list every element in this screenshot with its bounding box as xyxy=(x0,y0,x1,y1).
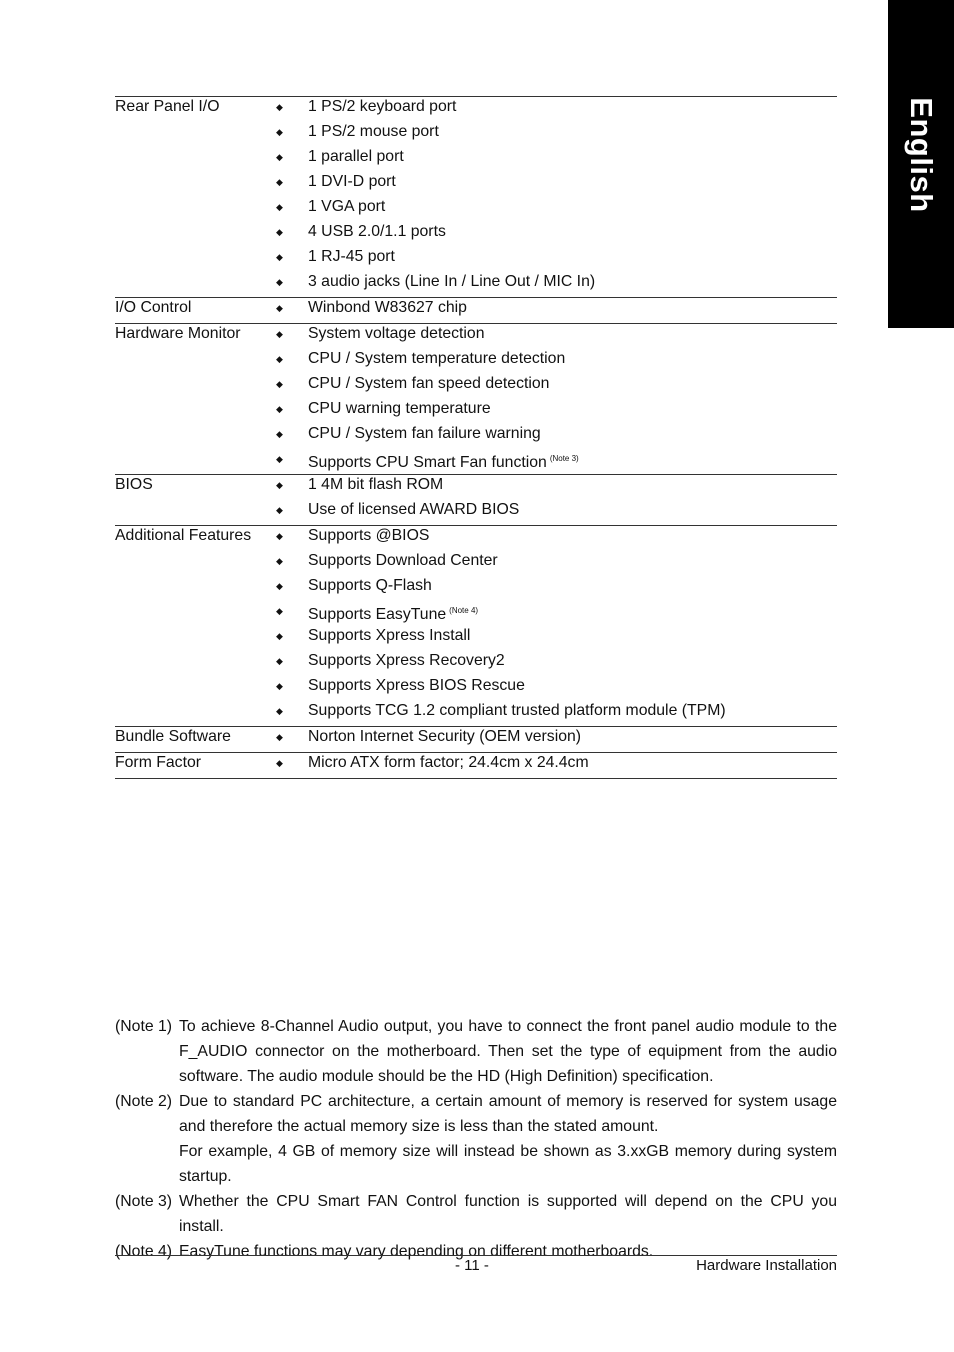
spec-value-text: CPU / System fan speed detection xyxy=(308,375,550,392)
diamond-bullet-icon: ◆ xyxy=(276,152,283,162)
spec-section xyxy=(115,298,837,324)
footnote-tag: (Note 3) xyxy=(115,1193,173,1210)
spec-value-text: Supports Xpress Install xyxy=(308,627,471,644)
spec-row xyxy=(115,676,837,701)
footnote-text: Whether the CPU Smart FAN Control function is supported will depend on the CPU you install. xyxy=(179,1193,837,1235)
footnote xyxy=(115,1089,837,1189)
spec-row xyxy=(115,97,837,122)
footnote xyxy=(115,1014,837,1089)
diamond-bullet-icon: ◆ xyxy=(276,732,283,742)
diamond-bullet-icon: ◆ xyxy=(276,303,283,313)
spec-row xyxy=(115,247,837,272)
spec-value-text: 1 parallel port xyxy=(308,148,404,165)
spec-value-text: Supports CPU Smart Fan function xyxy=(308,454,547,471)
diamond-bullet-icon: ◆ xyxy=(276,480,283,490)
spec-value xyxy=(308,424,541,444)
spec-value-text: Supports Xpress BIOS Rescue xyxy=(308,677,525,694)
footnote-text: For example, 4 GB of memory size will instead be shown as 3.xxGB memory during system startup. xyxy=(179,1143,837,1185)
spec-value-text: 1 VGA port xyxy=(308,198,386,215)
diamond-bullet-icon: ◆ xyxy=(276,277,283,287)
spec-value-text: CPU warning temperature xyxy=(308,400,491,417)
spec-row xyxy=(115,374,837,399)
spec-value-text: 4 USB 2.0/1.1 ports xyxy=(308,223,446,240)
spec-value-text: CPU / System temperature detection xyxy=(308,350,566,367)
spec-row xyxy=(115,222,837,247)
spec-row xyxy=(115,727,837,752)
spec-value xyxy=(308,727,581,747)
spec-row xyxy=(115,500,837,525)
spec-value-text: Supports Xpress Recovery2 xyxy=(308,652,505,669)
specifications-table xyxy=(115,96,837,779)
spec-value-text: 3 audio jacks (Line In / Line Out / MIC In) xyxy=(308,273,596,290)
spec-row xyxy=(115,324,837,349)
spec-value xyxy=(308,651,505,671)
spec-row xyxy=(115,298,837,323)
footnote-tag: (Note 4) xyxy=(115,1243,173,1260)
spec-value xyxy=(308,626,470,646)
note-reference: (Note 4) xyxy=(449,606,479,615)
spec-value xyxy=(308,97,456,117)
spec-value xyxy=(308,122,439,142)
diamond-bullet-icon: ◆ xyxy=(276,379,283,389)
diamond-bullet-icon: ◆ xyxy=(276,127,283,137)
diamond-bullet-icon: ◆ xyxy=(276,631,283,641)
spec-row xyxy=(115,449,837,474)
language-tab-label: English xyxy=(904,97,939,213)
spec-value xyxy=(308,526,429,546)
spec-row xyxy=(115,753,837,778)
spec-value xyxy=(308,601,478,625)
spec-value-text: 1 DVI-D port xyxy=(308,173,396,190)
spec-label: Bundle Software xyxy=(115,728,231,745)
spec-section xyxy=(115,753,837,779)
diamond-bullet-icon: ◆ xyxy=(276,531,283,541)
diamond-bullet-icon: ◆ xyxy=(276,606,283,616)
spec-row xyxy=(115,526,837,551)
footnote-text: EasyTune functions may vary depending on different motherboards. xyxy=(179,1243,654,1260)
spec-value-text: Supports Download Center xyxy=(308,552,498,569)
spec-value xyxy=(308,272,595,292)
spec-value xyxy=(308,576,432,596)
diamond-bullet-icon: ◆ xyxy=(276,202,283,212)
page-number: - 11 - xyxy=(455,1257,489,1274)
diamond-bullet-icon: ◆ xyxy=(276,581,283,591)
spec-value-text: Winbond W83627 chip xyxy=(308,299,467,316)
spec-row xyxy=(115,701,837,726)
spec-value xyxy=(308,247,395,267)
spec-row xyxy=(115,147,837,172)
spec-value xyxy=(308,399,491,419)
spec-value-text: 1 4M bit flash ROM xyxy=(308,476,444,493)
spec-value-text: Micro ATX form factor; 24.4cm x 24.4cm xyxy=(308,754,589,771)
spec-section xyxy=(115,475,837,526)
diamond-bullet-icon: ◆ xyxy=(276,454,283,464)
spec-value xyxy=(308,449,579,473)
spec-label: Hardware Monitor xyxy=(115,325,241,342)
spec-row xyxy=(115,424,837,449)
diamond-bullet-icon: ◆ xyxy=(276,505,283,515)
spec-value xyxy=(308,500,519,520)
diamond-bullet-icon: ◆ xyxy=(276,329,283,339)
spec-row xyxy=(115,349,837,374)
spec-row xyxy=(115,197,837,222)
spec-value xyxy=(308,374,549,394)
diamond-bullet-icon: ◆ xyxy=(276,354,283,364)
diamond-bullet-icon: ◆ xyxy=(276,177,283,187)
spec-label: Rear Panel I/O xyxy=(115,98,220,115)
spec-row xyxy=(115,399,837,424)
spec-row xyxy=(115,475,837,500)
spec-row xyxy=(115,576,837,601)
spec-value xyxy=(308,147,404,167)
spec-value xyxy=(308,349,565,369)
spec-row xyxy=(115,601,837,626)
page-footer xyxy=(115,1255,837,1280)
diamond-bullet-icon: ◆ xyxy=(276,227,283,237)
spec-value-text: Norton Internet Security (OEM version) xyxy=(308,728,582,745)
spec-section xyxy=(115,526,837,727)
spec-row xyxy=(115,651,837,676)
spec-value-text: System voltage detection xyxy=(308,325,485,342)
footnotes xyxy=(115,1014,837,1264)
diamond-bullet-icon: ◆ xyxy=(276,404,283,414)
spec-value xyxy=(308,324,485,344)
spec-value-text: Supports TCG 1.2 compliant trusted platform module (TPM) xyxy=(308,702,726,719)
diamond-bullet-icon: ◆ xyxy=(276,656,283,666)
spec-value xyxy=(308,551,498,571)
footnote-tag: (Note 1) xyxy=(115,1018,173,1035)
note-reference: (Note 3) xyxy=(549,454,579,463)
spec-value xyxy=(308,676,525,696)
spec-value xyxy=(308,222,446,242)
language-side-tab xyxy=(888,0,954,328)
spec-label: BIOS xyxy=(115,476,153,493)
spec-value-text: Use of licensed AWARD BIOS xyxy=(308,501,520,518)
spec-value xyxy=(308,701,726,721)
spec-label: I/O Control xyxy=(115,299,192,316)
footnote-text: Due to standard PC architecture, a certain amount of memory is reserved for system usage and therefore the actual memory size is less than the stated amount. xyxy=(179,1093,837,1135)
spec-value-text: CPU / System fan failure warning xyxy=(308,425,541,442)
footnote-text: To achieve 8-Channel Audio output, you have to connect the front panel audio module to the F_AUDIO connector on the motherboard. Then set the type of equipment from the audio software. The audio module should be the HD (High Definition) specification. xyxy=(179,1018,837,1085)
spec-row xyxy=(115,272,837,297)
spec-label: Additional Features xyxy=(115,527,252,544)
footnote xyxy=(115,1189,837,1239)
spec-value-text: Supports EasyTune xyxy=(308,606,447,623)
spec-section xyxy=(115,324,837,475)
spec-value-text: 1 RJ-45 port xyxy=(308,248,395,265)
spec-section xyxy=(115,97,837,298)
diamond-bullet-icon: ◆ xyxy=(276,681,283,691)
diamond-bullet-icon: ◆ xyxy=(276,429,283,439)
footnote-tag: (Note 2) xyxy=(115,1093,173,1110)
diamond-bullet-icon: ◆ xyxy=(276,758,283,768)
footer-section-title: Hardware Installation xyxy=(696,1257,837,1274)
diamond-bullet-icon: ◆ xyxy=(276,556,283,566)
spec-value-text: 1 PS/2 mouse port xyxy=(308,123,439,140)
diamond-bullet-icon: ◆ xyxy=(276,252,283,262)
spec-section xyxy=(115,727,837,753)
spec-value-text: Supports Q-Flash xyxy=(308,577,432,594)
spec-value xyxy=(308,298,467,318)
spec-value-text: 1 PS/2 keyboard port xyxy=(308,98,457,115)
spec-label: Form Factor xyxy=(115,754,202,771)
spec-row xyxy=(115,551,837,576)
spec-value xyxy=(308,172,396,192)
spec-row xyxy=(115,122,837,147)
spec-value xyxy=(308,753,589,773)
diamond-bullet-icon: ◆ xyxy=(276,706,283,716)
diamond-bullet-icon: ◆ xyxy=(276,102,283,112)
spec-value-text: Supports @BIOS xyxy=(308,527,430,544)
spec-value xyxy=(308,197,385,217)
spec-row xyxy=(115,626,837,651)
spec-row xyxy=(115,172,837,197)
spec-value xyxy=(308,475,443,495)
